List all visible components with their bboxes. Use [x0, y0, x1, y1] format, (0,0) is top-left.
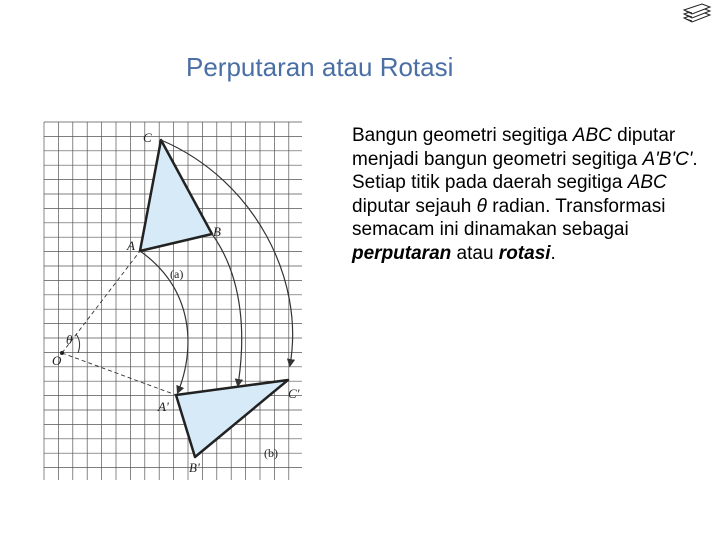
- slide-title: Perputaran atau Rotasi: [186, 52, 454, 82]
- label-c-prime: C': [288, 386, 300, 401]
- theta-arc: [76, 334, 80, 353]
- label-b: B: [213, 224, 221, 239]
- label-b-prime: B': [189, 460, 200, 475]
- triangle-abc: [140, 140, 212, 251]
- label-theta: θ: [66, 332, 73, 347]
- label-a-prime: A': [158, 399, 169, 414]
- rotation-figure: [40, 120, 310, 485]
- caption-a: (a): [170, 267, 184, 281]
- label-a: A: [127, 238, 135, 253]
- description-paragraph: Bangun geometri segitiga ABC diputar menjadi bangun geometri segitiga A'B'C'. Setiap titik pada daerah segitiga ABC diputar sejauh θ radian. Transformasi semacam ini dinamakan sebagai perputaran atau rotasi.: [352, 125, 698, 264]
- caption-b: (b): [264, 446, 278, 460]
- arc-c-to-c-prime: [161, 140, 293, 365]
- book-stack-icon: [682, 2, 712, 26]
- label-o: O: [52, 353, 62, 368]
- label-c: C: [143, 130, 152, 145]
